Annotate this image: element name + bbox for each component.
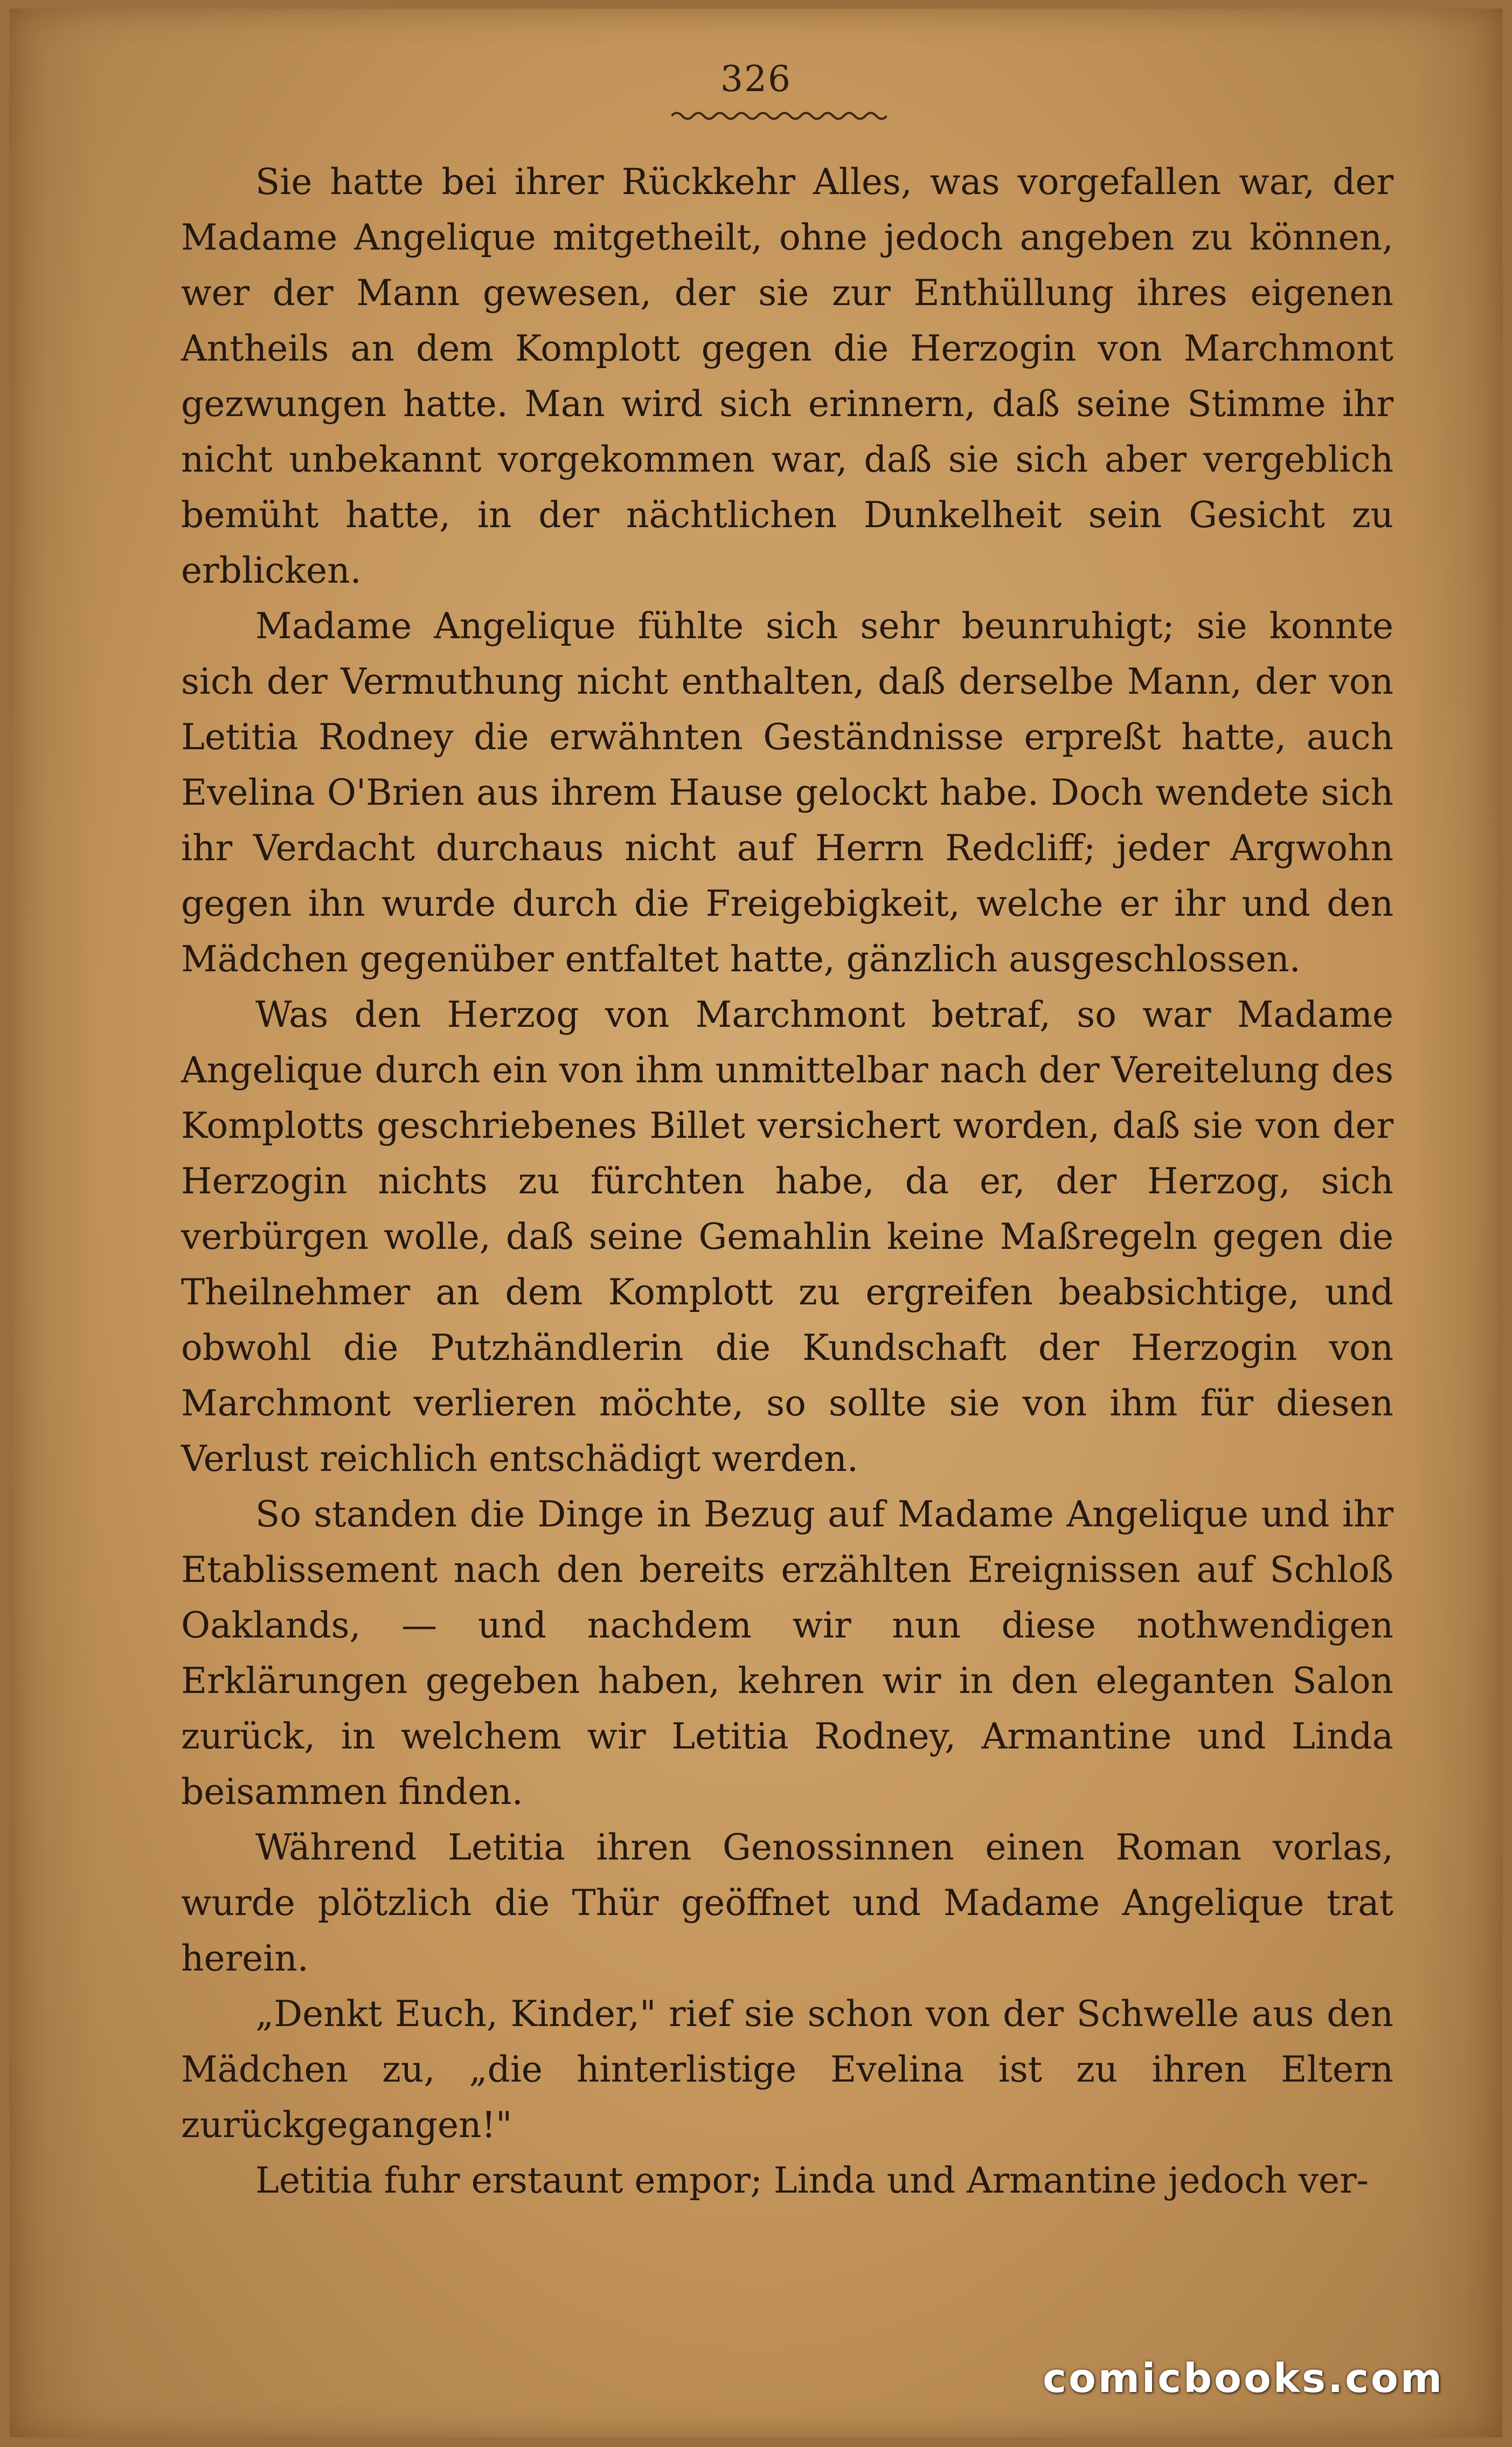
book-page (10, 9, 1502, 2437)
paragraph: Während Letitia ihren Genossinnen einen Roman vorlas, wurde plötzlich die Thür geöffnet und Madame Angelique trat herein. (181, 1827, 1393, 1979)
body-text (181, 154, 1393, 2208)
paragraph: Was den Herzog von Marchmont betraf, so war Madame Angelique durch ein von ihm unmittelbar nach der Vereitelung des Komplotts geschriebenes Billet versichert worden, daß sie von der Herzogin nichts zu fürchten habe, da er, der Herzog, sich verbürgen wolle, daß seine Gemahlin keine Maßregeln gegen die Theilnehmer an dem Komplott zu ergreifen beabsichtige, und obwohl die Putzhändlerin die Kundschaft der Herzogin von Marchmont verlieren möchte, so sollte sie von ihm für diesen Verlust reichlich entschädigt werden. (181, 994, 1393, 1480)
decorative-rule-ornament (671, 109, 887, 123)
paragraph: So standen die Dinge in Bezug auf Madame Angelique und ihr Etablissement nach den bereits erzählten Ereignissen auf Schloß Oaklands, — und nachdem wir nun diese nothwendigen Erklärungen gegeben haben, kehren wir in den eleganten Salon zurück, in welchem wir Letitia Rodney, Armantine und Linda beisammen finden. (181, 1494, 1393, 1813)
page-number: 326 (720, 58, 792, 100)
watermark: comicbooks.com (1043, 2355, 1444, 2402)
paragraph: Madame Angelique fühlte sich sehr beunruhigt; sie konnte sich der Vermuthung nicht enthalten, daß derselbe Mann, der von Letitia Rodney die erwähnten Geständnisse erpreßt hatte, auch Evelina O'Brien aus ihrem Hause gelockt habe. Doch wendete sich ihr Verdacht durchaus nicht auf Herrn Redcliff; jeder Argwohn gegen ihn wurde durch die Freigebigkeit, welche er ihr und den Mädchen gegenüber entfaltet hatte, gänzlich ausgeschlossen. (181, 605, 1393, 980)
paragraph: Sie hatte bei ihrer Rückkehr Alles, was vorgefallen war, der Madame Angelique mitgetheilt, ohne jedoch angeben zu können, wer der Mann gewesen, der sie zur Enthüllung ihres eigenen Antheils an dem Komplott gegen die Herzogin von Marchmont gezwungen hatte. Man wird sich erinnern, daß seine Stimme ihr nicht unbekannt vorgekommen war, daß sie sich aber vergeblich bemüht hatte, in der nächtlichen Dunkelheit sein Gesicht zu erblicken. (181, 161, 1393, 591)
paragraph: „Denkt Euch, Kinder," rief sie schon von der Schwelle aus den Mädchen zu, „die hinterlistige Evelina ist zu ihren Eltern zurückgegangen!" (181, 1993, 1393, 2146)
paragraph: Letitia fuhr erstaunt empor; Linda und Armantine jedoch ver- (255, 2160, 1369, 2201)
